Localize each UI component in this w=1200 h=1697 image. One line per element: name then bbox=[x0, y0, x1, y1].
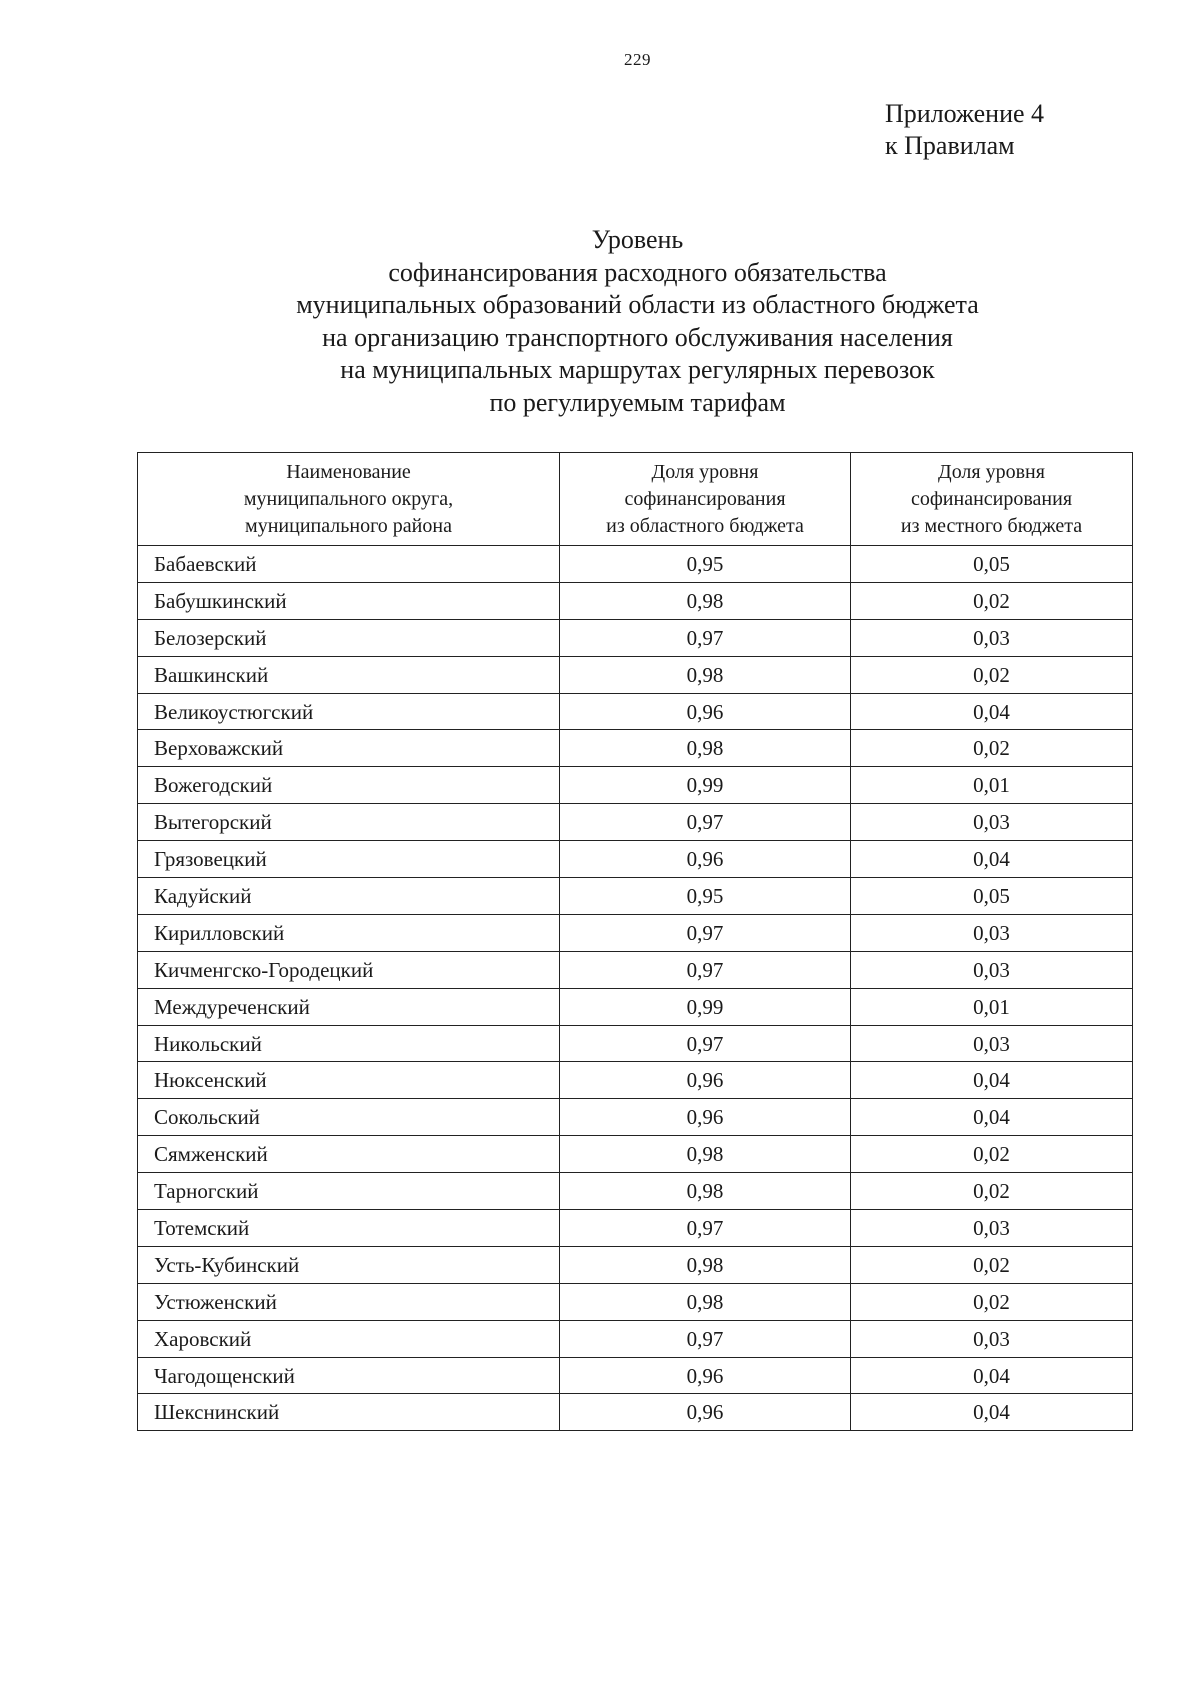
regional-share-cell: 0,98 bbox=[560, 730, 851, 767]
local-share-cell: 0,03 bbox=[851, 1210, 1133, 1247]
local-share-cell: 0,01 bbox=[851, 767, 1133, 804]
table-row bbox=[138, 1099, 1133, 1136]
regional-share-cell: 0,96 bbox=[560, 1099, 851, 1136]
district-name-cell: Кирилловский bbox=[138, 914, 560, 951]
table-row bbox=[138, 730, 1133, 767]
local-share-cell: 0,03 bbox=[851, 619, 1133, 656]
district-name-cell: Вашкинский bbox=[138, 656, 560, 693]
table-row bbox=[138, 1357, 1133, 1394]
regional-share-cell: 0,96 bbox=[560, 1394, 851, 1431]
district-name-cell: Сямженский bbox=[138, 1136, 560, 1173]
local-share-cell: 0,05 bbox=[851, 878, 1133, 915]
table-row bbox=[138, 841, 1133, 878]
local-share-cell: 0,03 bbox=[851, 804, 1133, 841]
district-name-cell: Чагодощенский bbox=[138, 1357, 560, 1394]
district-name-cell: Усть-Кубинский bbox=[138, 1246, 560, 1283]
table-body bbox=[138, 546, 1133, 1431]
table-row bbox=[138, 988, 1133, 1025]
district-name-cell: Бабушкинский bbox=[138, 582, 560, 619]
table-row bbox=[138, 767, 1133, 804]
table-row bbox=[138, 1025, 1133, 1062]
regional-share-cell: 0,96 bbox=[560, 693, 851, 730]
regional-share-cell: 0,95 bbox=[560, 546, 851, 583]
local-share-cell: 0,04 bbox=[851, 1357, 1133, 1394]
table-row bbox=[138, 1394, 1133, 1431]
local-share-cell: 0,02 bbox=[851, 1246, 1133, 1283]
regional-share-cell: 0,95 bbox=[560, 878, 851, 915]
title-line: по регулируемым тарифам bbox=[489, 387, 786, 417]
table-row bbox=[138, 1246, 1133, 1283]
table-row bbox=[138, 1210, 1133, 1247]
regional-share-cell: 0,98 bbox=[560, 656, 851, 693]
appendix-line-1: Приложение 4 bbox=[885, 99, 1045, 128]
local-share-cell: 0,04 bbox=[851, 841, 1133, 878]
appendix-label bbox=[885, 98, 1044, 162]
local-share-cell: 0,03 bbox=[851, 1025, 1133, 1062]
regional-share-cell: 0,98 bbox=[560, 1173, 851, 1210]
regional-share-cell: 0,97 bbox=[560, 1210, 851, 1247]
table-row bbox=[138, 1283, 1133, 1320]
header-regional-share: Доля уровня софинансирования из областного бюджета bbox=[560, 453, 851, 546]
local-share-cell: 0,04 bbox=[851, 693, 1133, 730]
local-share-cell: 0,02 bbox=[851, 1173, 1133, 1210]
local-share-cell: 0,02 bbox=[851, 582, 1133, 619]
table-row bbox=[138, 619, 1133, 656]
header-district-name: Наименование муниципального округа, муниципального района bbox=[138, 453, 560, 546]
table-row bbox=[138, 656, 1133, 693]
regional-share-cell: 0,98 bbox=[560, 1136, 851, 1173]
district-name-cell: Вытегорский bbox=[138, 804, 560, 841]
district-name-cell: Грязовецкий bbox=[138, 841, 560, 878]
district-name-cell: Кичменгско-Городецкий bbox=[138, 951, 560, 988]
regional-share-cell: 0,99 bbox=[560, 988, 851, 1025]
district-name-cell: Устюженский bbox=[138, 1283, 560, 1320]
table-row bbox=[138, 804, 1133, 841]
district-name-cell: Тотемский bbox=[138, 1210, 560, 1247]
table-row bbox=[138, 1173, 1133, 1210]
district-name-cell: Белозерский bbox=[138, 619, 560, 656]
title-line: софинансирования расходного обязательства bbox=[388, 257, 887, 287]
cofinancing-table bbox=[137, 452, 1133, 1431]
local-share-cell: 0,04 bbox=[851, 1394, 1133, 1431]
local-share-cell: 0,02 bbox=[851, 1136, 1133, 1173]
page-number: 229 bbox=[624, 50, 651, 69]
district-name-cell: Кадуйский bbox=[138, 878, 560, 915]
regional-share-cell: 0,97 bbox=[560, 1320, 851, 1357]
district-name-cell: Тарногский bbox=[138, 1173, 560, 1210]
local-share-cell: 0,01 bbox=[851, 988, 1133, 1025]
local-share-cell: 0,03 bbox=[851, 951, 1133, 988]
local-share-cell: 0,03 bbox=[851, 914, 1133, 951]
district-name-cell: Шекснинский bbox=[138, 1394, 560, 1431]
local-share-cell: 0,05 bbox=[851, 546, 1133, 583]
district-name-cell: Великоустюгский bbox=[138, 693, 560, 730]
district-name-cell: Харовский bbox=[138, 1320, 560, 1357]
district-name-cell: Междуреченский bbox=[138, 988, 560, 1025]
title-line: на муниципальных маршрутах регулярных перевозок bbox=[340, 355, 935, 385]
local-share-cell: 0,04 bbox=[851, 1062, 1133, 1099]
local-share-cell: 0,03 bbox=[851, 1320, 1133, 1357]
district-name-cell: Нюксенский bbox=[138, 1062, 560, 1099]
district-name-cell: Бабаевский bbox=[138, 546, 560, 583]
local-share-cell: 0,04 bbox=[851, 1099, 1133, 1136]
table-row bbox=[138, 878, 1133, 915]
regional-share-cell: 0,97 bbox=[560, 951, 851, 988]
regional-share-cell: 0,98 bbox=[560, 1246, 851, 1283]
table-header-row bbox=[138, 453, 1133, 546]
district-name-cell: Верховажский bbox=[138, 730, 560, 767]
table-row bbox=[138, 951, 1133, 988]
appendix-line-2: к Правилам bbox=[885, 131, 1015, 160]
title-line: Уровень bbox=[591, 225, 684, 254]
regional-share-cell: 0,98 bbox=[560, 1283, 851, 1320]
table-row bbox=[138, 582, 1133, 619]
table-row bbox=[138, 693, 1133, 730]
table-row bbox=[138, 546, 1133, 583]
regional-share-cell: 0,97 bbox=[560, 619, 851, 656]
local-share-cell: 0,02 bbox=[851, 730, 1133, 767]
regional-share-cell: 0,97 bbox=[560, 914, 851, 951]
title-line: на организацию транспортного обслуживания населения bbox=[322, 322, 953, 352]
header-local-share: Доля уровня софинансирования из местного бюджета bbox=[851, 453, 1133, 546]
district-name-cell: Вожегодский bbox=[138, 767, 560, 804]
regional-share-cell: 0,97 bbox=[560, 804, 851, 841]
regional-share-cell: 0,97 bbox=[560, 1025, 851, 1062]
document-title bbox=[0, 224, 1200, 420]
table-row bbox=[138, 914, 1133, 951]
regional-share-cell: 0,96 bbox=[560, 1062, 851, 1099]
district-name-cell: Сокольский bbox=[138, 1099, 560, 1136]
table-row bbox=[138, 1320, 1133, 1357]
district-name-cell: Никольский bbox=[138, 1025, 560, 1062]
regional-share-cell: 0,96 bbox=[560, 841, 851, 878]
regional-share-cell: 0,98 bbox=[560, 582, 851, 619]
regional-share-cell: 0,99 bbox=[560, 767, 851, 804]
table-row bbox=[138, 1062, 1133, 1099]
title-line: муниципальных образований области из областного бюджета bbox=[296, 290, 979, 320]
table-row bbox=[138, 1136, 1133, 1173]
regional-share-cell: 0,96 bbox=[560, 1357, 851, 1394]
local-share-cell: 0,02 bbox=[851, 1283, 1133, 1320]
local-share-cell: 0,02 bbox=[851, 656, 1133, 693]
